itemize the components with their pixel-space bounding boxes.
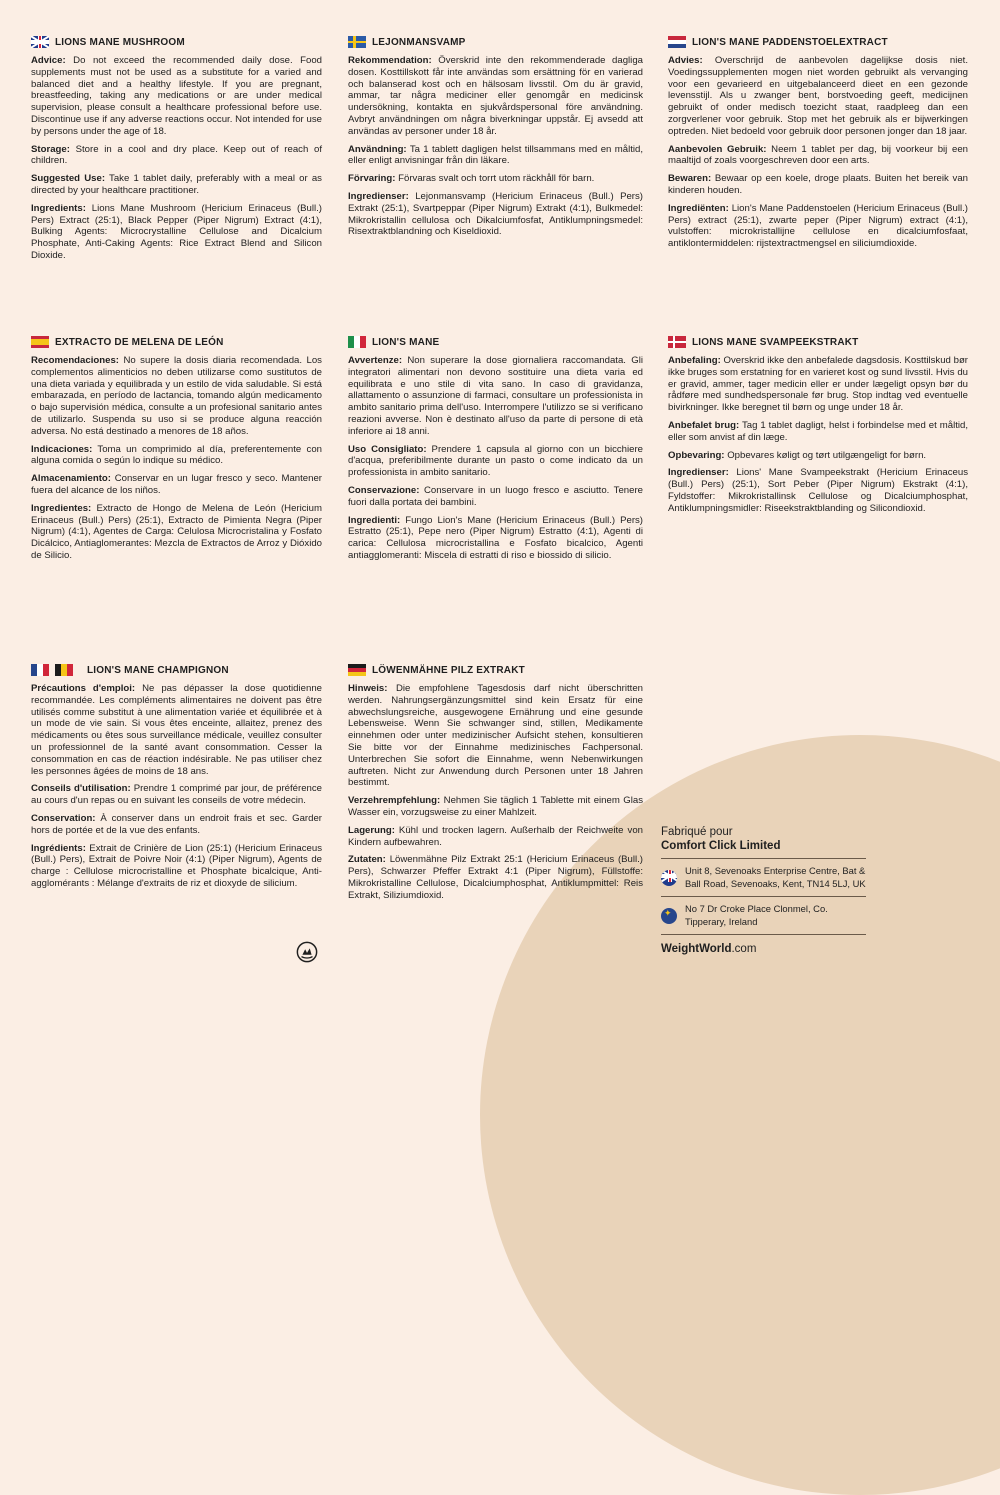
- ingredients-paragraph: Ingredienti: Fungo Lion's Mane (Hericium Erinaceus (Bull.) Pers) Estratto (25:1), Pepe nero (Piper Nigrum) Estratto (4:1), Agenti di carica: Cellulosa microcristallina e Fosfato bicalcico, Agenti antiagglomeranti: Miscela di estratti di riso e biossido di silicio.: [348, 514, 644, 561]
- ingredients-paragraph: Ingredientes: Extracto de Hongo de Melena de León (Hericium Erinaceus (Bull.) Pers) (25:1), Extracto de Pimienta Negra (Piper Nigrum) (4:1), Agentes de Carga: Celulosa Microcristalina y Fosfato Dicálcico, Antiaglomerantes: Mezcla de Extractos de Arroz y Dióxido de Silicio.: [31, 502, 322, 561]
- storage-paragraph: Storage: Store in a cool and dry place. Keep out of reach of children.: [31, 143, 322, 167]
- section-header: [31, 335, 322, 349]
- spain-flag-icon: [31, 336, 49, 348]
- france-flag-icon: [31, 664, 49, 676]
- advice-paragraph: Advies: Overschrijd de aanbevolen dagelijkse dosis niet. Voedingssupplementen mogen niet worden gebruikt als vervanging voor een gevarieerd en uitgebalanceerd dieet en een gezonde levensstijl. Als u zwanger bent, borstvoeding geeft, medicijnen gebruikt of onder medisch toezicht staat, raadpleeg dan een zorgverlener voor gebruik. Stop met het gebruik als er bijwerkingen optreden. Niet bedoeld voor gebruik door personen jonger dan 18 jaar.: [668, 55, 968, 137]
- section-italian: [348, 335, 643, 568]
- advice-paragraph: Recomendaciones: No supere la dosis diaria recomendada. Los complementos alimenticios no deben utilizarse como sustitutos de una dieta variada y equilibrada y un estilo de vida saludable. Si está embarazada, en período de lactancia, tomando algún medicamento o bajo supervisión médica, consulte a un profesional sanitario antes de utilizarlo. Suspenda su uso si se produce alguna reacción adversa. No está destinado a menores de 18 años.: [31, 355, 322, 437]
- section-title: EXTRACTO DE MELENA DE LEÓN: [55, 336, 224, 348]
- ingredients-paragraph: Ingredients: Lions Mane Mushroom (Hericium Erinaceus (Bull.) Pers) Extract (25:1), Black Pepper (Piper Nigrum) Extract (4:1), Bulking Agents: Microcrystalline Cellulose and Dicalcium Phosphate, Anti-Caking Agents: Rice Extract Blend and Silicon Dioxide.: [31, 202, 322, 261]
- use-paragraph: Verzehrempfehlung: Nehmen Sie täglich 1 Tablette mit einem Glas Wasser ein, vorzugsweise zu einer Mahlzeit.: [348, 795, 643, 818]
- section-title: LEJONMANSVAMP: [372, 36, 466, 48]
- storage-paragraph: Lagerung: Kühl und trocken lagern. Außerhalb der Reichweite von Kindern aufbewahren.: [348, 824, 643, 848]
- section-title: LIONS MANE MUSHROOM: [55, 36, 185, 48]
- section-header: [348, 663, 643, 677]
- divider: [661, 934, 866, 935]
- section-title: LION'S MANE PADDENSTOELEXTRACT: [692, 36, 888, 48]
- netherlands-flag-icon: [668, 36, 686, 48]
- section-header: [31, 663, 322, 677]
- use-paragraph: Conseils d'utilisation: Prendre 1 comprimé par jour, de préférence au cours d'un repas ou en suivant les conseils de votre médecin.: [31, 783, 323, 807]
- section-french: [31, 663, 322, 896]
- germany-flag-icon: [348, 664, 366, 676]
- uk-flag-icon: [661, 870, 677, 886]
- uk-address: Unit 8, Sevenoaks Enterprise Centre, Bat & Ball Road, Sevenoaks, Kent, TN14 5LJ, UK: [685, 865, 866, 889]
- advice-paragraph: Rekommendation: Överskrid inte den rekommenderade dagliga dosen. Kosttillskott får inte användas som ersättning för en varierad och balanserad kost och en hälsosam livsstil. Om du är gravid, ammar, tar några mediciner eller genomgår en medicinsk undersökning, kontakta en sjukvårdspersonal före användning. Avbryt användningen om några biverkningar uppstår. Ej avsedd att användas av personer under 18 år.: [348, 55, 643, 137]
- use-paragraph: Suggested Use: Take 1 tablet daily, preferably with a meal or as directed by your healthcare practitioner.: [31, 173, 322, 196]
- section-header: [668, 35, 968, 49]
- section-title: LÖWENMÄHNE PILZ EXTRAKT: [372, 664, 525, 676]
- ingredients-paragraph: Ingrediënten: Lion's Mane Paddenstoelen (Hericium Erinaceus (Bull.) Pers) extract (25:1), zwarte peper (Piper Nigrum) extract (4:1), vulstoffen: microkristallijne cellulose en dicalciumfosfaat, antiklontermiddelen: rijstextractmengsel en siliciumdioxide.: [668, 202, 968, 250]
- storage-paragraph: Conservation: À conserver dans un endroit frais et sec. Garder hors de portée et de la vue des enfants.: [31, 812, 322, 836]
- use-paragraph: Användning: Ta 1 tablett dagligen helst tillsammans med en måltid, eller enligt anvisningar från din läkare.: [348, 143, 643, 167]
- section-danish: [668, 335, 968, 521]
- use-paragraph: Indicaciones: Toma un comprimido al día, preferentemente con alguna comida o según lo indique su médico.: [31, 443, 322, 467]
- eu-address: No 7 Dr Croke Place Clonmel, Co. Tipperary, Ireland: [685, 903, 828, 927]
- advice-paragraph: Advice: Do not exceed the recommended daily dose. Food supplements must not be used as a substitute for a varied and balanced diet and a healthy lifestyle. If you are pregnant, breastfeeding, taking any medications or are under medical supervision, please consult a healthcare professional before use. Discontinue use if any adverse reactions occur. Not intended for use by persons under the age of 18.: [31, 55, 322, 137]
- advice-paragraph: Avvertenze: Non superare la dose giornaliera raccomandata. Gli integratori alimentari non devono sostituire una dieta varia ed equilibrata e uno stile di vita sano. In caso di gravidanza, allattamento o assunzione di farmaci, consultare un professionista in ambito sanitario prima dell'uso. Interrompere l'utilizzo se si verificano reazioni avverse. Non è destinato all'uso da parte di persone di età inferiore ai 18 anni.: [348, 355, 643, 437]
- uk-address-row: [661, 859, 866, 896]
- storage-paragraph: Opbevaring: Opbevares køligt og tørt utilgængeligt for børn.: [668, 449, 927, 461]
- ingredients-paragraph: Ingredienser: Lions' Mane Svampeekstrakt (Hericium Erinaceus (Bull.) Pers) (25:1), Sort Peber (Piper Nigrum) Ekstrakt (4:1), Fyldstoffer: Mikrokristallinsk Cellulose og Dicalciumphosphat, Antiklumpningsmidler: Riseekstraktblanding og Silicondioxid.: [668, 467, 968, 514]
- use-paragraph: Anbefalet brug: Tag 1 tablet dagligt, helst i forbindelse med et måltid, eller som anvist af din læge.: [668, 419, 968, 443]
- ingredients-paragraph: Zutaten: Löwenmähne Pilz Extrakt 25:1 (Hericium Erinaceus (Bull.) Pers), Schwarzer Pfeffer Extrakt 4:1 (Piper Nigrum), Füllstoffe: Mikrokristalline Cellulose, Dicalciumphosphat, Antiklumpmittel: Reis Extrakt, Siliziumdioxid.: [348, 854, 644, 901]
- eu-address-row: [661, 897, 866, 934]
- storage-paragraph: Almacenamiento: Conservar en un lugar fresco y seco. Mantener fuera del alcance de los niños.: [31, 473, 322, 496]
- section-header: [31, 35, 322, 49]
- ingredients-paragraph: Ingredienser: Lejonmansvamp (Hericium Erinaceus (Bull.) Pers) Extrakt (25:1), Svartpeppar (Piper Nigrum) Extrakt (4:1), Bulkmedel: Mikrokristallin cellulosa och Dikalciumfosfat, Antiklumpningsmedel: Risextraktblandning och Kiseldioxid.: [348, 190, 643, 238]
- belgium-flag-icon: [55, 664, 73, 676]
- section-title: LION'S MANE CHAMPIGNON: [87, 664, 229, 676]
- section-swedish: [348, 35, 643, 244]
- denmark-flag-icon: [668, 336, 686, 348]
- storage-paragraph: Conservazione: Conservare in un luogo fresco e asciutto. Tenere fuori dalla portata dei bambini.: [348, 484, 643, 508]
- use-paragraph: Aanbevolen Gebruik: Neem 1 tablet per dag, bij voorkeur bij een maaltijd of zoals voorgeschreven door een arts.: [668, 143, 968, 167]
- section-title: LION'S MANE: [372, 336, 440, 348]
- advice-paragraph: Hinweis: Die empfohlene Tagesdosis darf nicht überschritten werden. Nahrungsergänzungsmittel sind kein Ersatz für eine abwechslungsreiche, ausgewogene Ernährung und eine gesunde Lebensweise. Wenn Sie schwanger sind, stillen, Medikamente einnehmen oder unter medizinischer Aufsicht stehen, konsultieren Sie bitte vor der Einnahme medizinisches Fachpersonal. Unterbrechen Sie sofort die Einnahme, wenn Nebenwirkungen auftreten. Nicht zur Anwendung durch Personen unter 18 Jahren bestimmt.: [348, 683, 643, 789]
- section-spanish: [31, 335, 322, 568]
- advice-paragraph: Anbefaling: Overskrid ikke den anbefalede dagsdosis. Kosttilskud bør ikke bruges som erstatning for en varieret kost og sund livsstil. Hvis du er gravid, ammer, tager medicin eller er under lægeligt opsyn bør du rådføre med sundhedspersonale før brug. Stop indtag ved eventuelle bivirkninger. Ikke beregnet til børn og unge under 18 år.: [668, 355, 968, 414]
- recycle-icon: [296, 941, 318, 963]
- manufacturer-block: [661, 826, 866, 955]
- use-paragraph: Uso Consigliato: Prendere 1 capsula al giorno con un bicchiere d'acqua, preferibilmente durante un pasto o come indicato da un professionista in ambito sanitario.: [348, 443, 644, 479]
- sweden-flag-icon: [348, 36, 366, 48]
- storage-paragraph: Bewaren: Bewaar op een koele, droge plaats. Buiten het bereik van kinderen houden.: [668, 173, 968, 196]
- section-english: [31, 35, 322, 268]
- italy-flag-icon: [348, 336, 366, 348]
- section-header: [348, 335, 643, 349]
- section-german: [348, 663, 643, 908]
- section-title: LIONS MANE SVAMPEEKSTRAKT: [692, 336, 859, 348]
- advice-paragraph: Précautions d'emploi: Ne pas dépasser la dose quotidienne recommandée. Les compléments alimentaires ne doivent pas être utilisés comme substitut à une alimentation variée et équilibrée et à un mode de vie sain. Si vous êtes enceinte, allaitez, prenez des médicaments ou êtes sous surveillance médicale, veuillez consulter un professionnel de la santé avant consommation. Cesser la consommation en cas de réaction indésirable. Ne pas utiliser chez les personnes âgées de moins de 18 ans.: [31, 683, 322, 777]
- ingredients-paragraph: Ingrédients: Extrait de Crinière de Lion (25:1) (Hericium Erinaceus (Bull.) Pers), Extrait de Poivre Noir (4:1) (Piper Nigrum), Agents de charge : Cellulose microcristalline et Phosphate bicalcique, Anti-agglomérants : Mélange d'extraits de riz et dioxyde de silicium.: [31, 842, 322, 889]
- eu-flag-icon: [661, 908, 677, 924]
- uk-flag-icon: [31, 36, 49, 48]
- section-header: [668, 335, 968, 349]
- manufacturer-label: Fabriqué pour: [661, 826, 733, 838]
- section-dutch: [668, 35, 968, 256]
- website: WeightWorld.com: [661, 943, 757, 955]
- storage-paragraph: Förvaring: Förvaras svalt och torrt utom räckhåll för barn.: [348, 173, 595, 185]
- section-header: [348, 35, 643, 49]
- company-name: Comfort Click Limited: [661, 840, 781, 852]
